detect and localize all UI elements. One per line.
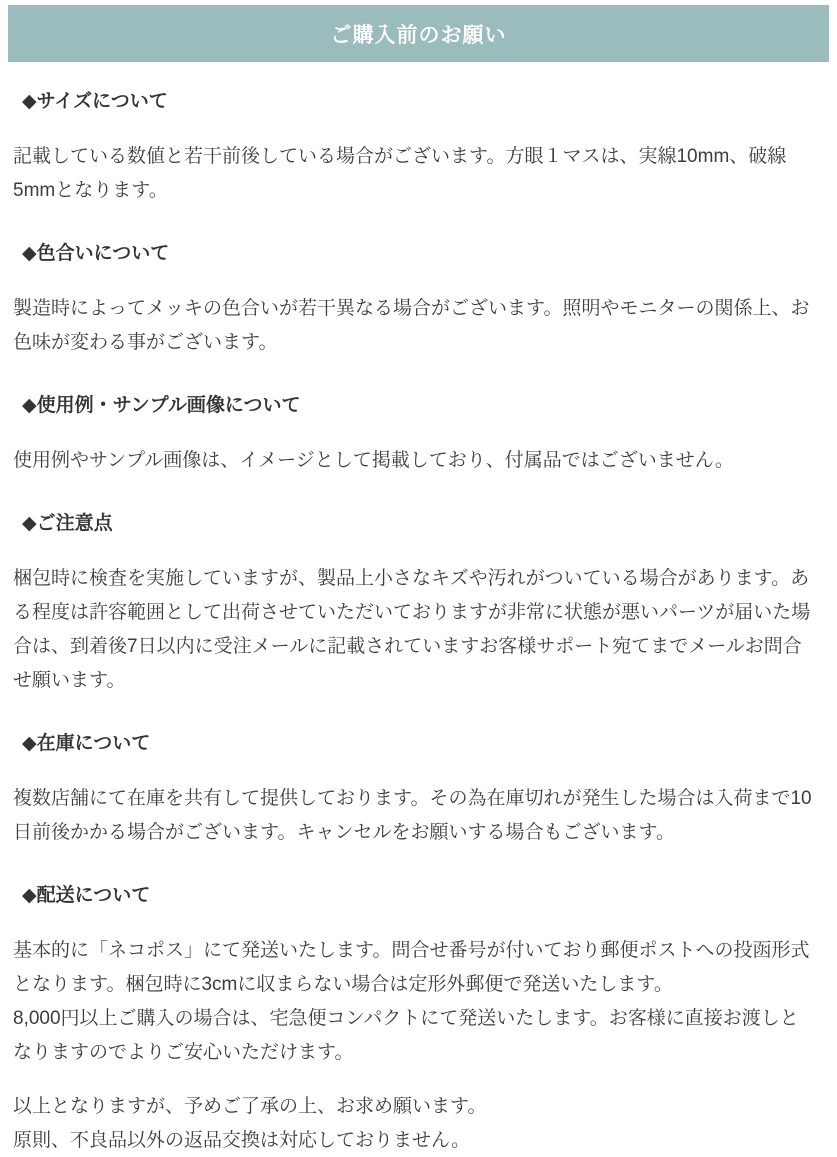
page-title: ご購入前のお願い (330, 23, 507, 47)
section-heading-caution: ◆ご注意点 (22, 513, 113, 534)
section-sample-images (13, 394, 817, 478)
page-title-bar (8, 5, 829, 62)
section-text-size: 記載している数値と若干前後している場合がございます。方眼１マスは、実線10mm、破線5mmとなります。 (13, 146, 787, 201)
section-text-color: 製造時によってメッキの色合いが若干異なる場合がございます。照明やモニターの関係上、お色味が変わる事がございます。 (13, 298, 810, 353)
section-caution (13, 512, 817, 698)
closing-note (13, 1090, 817, 1157)
section-body-caution (13, 562, 817, 698)
section-body-color (13, 292, 817, 360)
notice-content (0, 90, 837, 1157)
section-stock (13, 732, 817, 850)
section-size (13, 90, 817, 208)
closing-note-line2: 原則、不良品以外の返品交換は対応しておりません。 (13, 1130, 471, 1151)
section-heading-color: ◆色合いについて (22, 243, 170, 264)
section-body-size (13, 140, 817, 208)
closing-note-line1: 以上となりますが、予めご了承の上、お求め願います。 (13, 1096, 487, 1117)
section-text-caution: 梱包時に検査を実施していますが、製品上小さなキズや汚れがついている場合があります。ある程度は許容範囲として出荷させていただいておりますが非常に状態が悪いパーツが届いた場合は、到着後7日以内に受注メールに記載されていますお客様サポート宛てまでメールお問合せ願います。 (13, 568, 811, 691)
section-text-sample-images: 使用例やサンプル画像は、イメージとして掲載しており、付属品ではございません。 (13, 450, 734, 471)
section-body-shipping (13, 934, 817, 1070)
section-body-stock (13, 782, 817, 850)
section-text-shipping-line1: 基本的に「ネコポス」にて発送いたします。問合せ番号が付いており郵便ポストへの投函形式となります。梱包時に3cmに収まらない場合は定形外郵便で発送いたします。 (13, 940, 810, 995)
section-heading-shipping: ◆配送について (22, 885, 151, 906)
section-text-shipping-line2: 8,000円以上ご購入の場合は、宅急便コンパクトにて発送いたします。お客様に直接お渡しとなりますのでよりご安心いただけます。 (13, 1008, 799, 1063)
section-shipping (13, 884, 817, 1070)
section-heading-stock: ◆在庫について (22, 733, 151, 754)
section-heading-size: ◆サイズについて (22, 91, 168, 112)
section-color (13, 242, 817, 360)
section-text-stock: 複数店舗にて在庫を共有して提供しております。その為在庫切れが発生した場合は入荷まで10日前後かかる場合がございます。キャンセルをお願いする場合もございます。 (13, 788, 812, 843)
section-heading-sample-images: ◆使用例・サンプル画像について (22, 395, 301, 416)
section-body-sample-images (13, 444, 817, 478)
